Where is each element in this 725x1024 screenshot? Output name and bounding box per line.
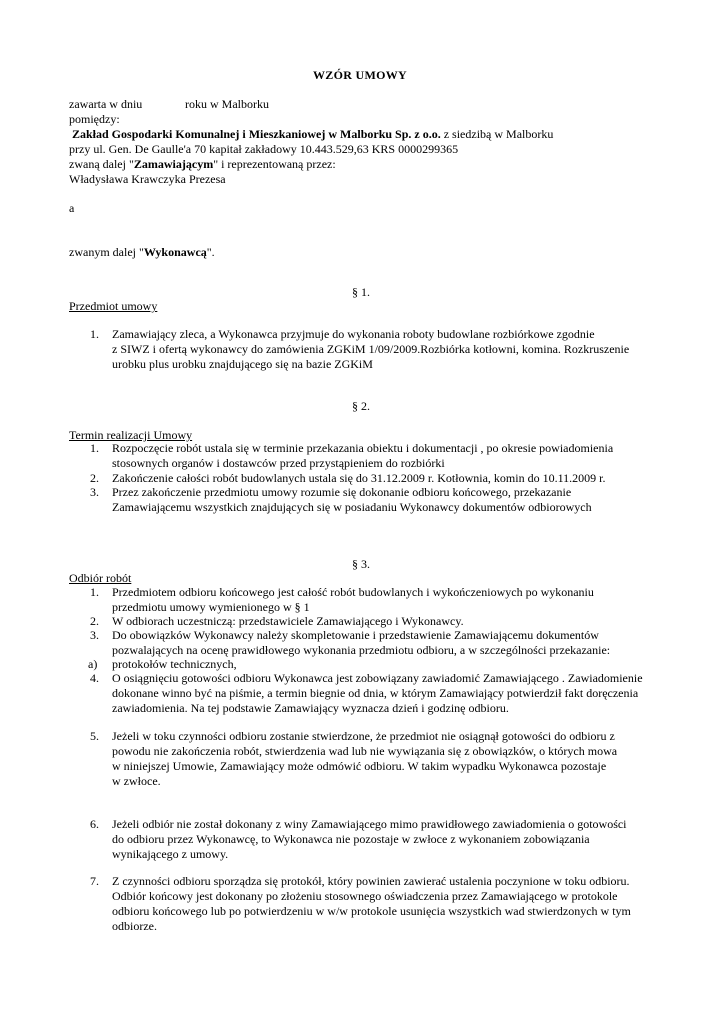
s2-item-number-3: 3. — [90, 485, 99, 499]
s2-item-1-line-2: stosownych organów i dostawców przed przystąpieniem do rozbiórki — [112, 456, 445, 470]
ordering-party-suffix: " i reprezentowaną przez: — [213, 157, 336, 171]
s1-item-number-1: 1. — [90, 327, 99, 341]
s3-item-number-5: 5. — [90, 729, 99, 743]
s3-item-6-line-1: Jeżeli odbiór nie został dokonany z winy Zamawiającego mimo prawidłowego zawiadomienia o gotowości — [112, 817, 627, 831]
ordering-party-term: Zamawiającym — [133, 157, 214, 171]
s3-item-2-line-1: W odbiorach uczestniczą: przedstawiciele Zamawiającego i Wykonawcy. — [112, 614, 464, 628]
s3-item-5-line-3: w niniejszej Umowie, Zamawiający może odmówić odbioru. W takim wypadku Wykonawca pozostaje — [112, 759, 607, 773]
s2-item-number-1: 1. — [90, 441, 99, 455]
section-1-sign: § 1. — [352, 285, 370, 299]
s2-item-3-line-1: Przez zakończenie przedmiotu umowy rozumie się dokonanie odbioru końcowego, przekazanie — [112, 485, 572, 499]
s2-item-1-line-1: Rozpoczęcie robót ustala się w terminie przekazania obiektu i dokumentacji , po okresie powiadomienia — [112, 441, 614, 455]
s3-item-1-line-2: przedmiotu umowy wymienionego w § 1 — [112, 600, 310, 614]
s3-item-number-7: 7. — [90, 874, 99, 888]
s3-item-number-6: 6. — [90, 817, 99, 831]
s3-item-number-4: 4. — [90, 671, 99, 685]
s3-item-7-line-1: Z czynności odbioru sporządza się protokół, który powinien zawierać ustalenia poczynione w toku odbioru. — [112, 874, 630, 888]
ordering-party-prefix: zwaną dalej " — [69, 157, 134, 171]
s2-item-2-line-1: Zakończenie całości robót budowlanych ustala się do 31.12.2009 r. Kotłownia, komin do 10.11.2009 r. — [112, 471, 606, 485]
section-1-heading: Przedmiot umowy — [69, 299, 158, 313]
s3-item-3-line-1: Do obowiązków Wykonawcy należy skompletowanie i przedstawienie Zamawiającemu dokumentów — [112, 628, 599, 642]
s3-item-7-line-3: odbioru końcowego lub po potwierdzeniu w w/w protokole usunięcia wszystkich wad stwierdzonych w tym — [112, 904, 631, 918]
intro-representative: Władysława Krawczyka Prezesa — [69, 172, 226, 186]
s3-item-5-line-2: powodu nie zakończenia robót, stwierdzenia wad lub nie wywiązania się z obowiązków, o których mowa — [112, 744, 618, 758]
s3-item-number-1: 1. — [90, 585, 99, 599]
s1-item-1-line-3: urobku plus urobku znajdującego się na bazie ZGKiM — [112, 357, 373, 371]
s3-item-letter-a: a) — [88, 657, 98, 671]
contractor-suffix: ". — [206, 245, 215, 259]
intro-party-company — [72, 127, 553, 142]
s1-item-1-line-2: z SIWZ i ofertą wykonawcy do zamówienia ZGKiM 1/09/2009.Rozbiórka kotłowni, komina. Rozkruszenie — [112, 342, 630, 356]
s3-item-number-2: 2. — [90, 614, 99, 628]
company-name: Zakład Gospodarki Komunalnej i Mieszkaniowej w Malborku Sp. z o.o. — [72, 127, 441, 141]
section-2-heading: Termin realizacji Umowy — [69, 428, 193, 442]
section-2-sign: § 2. — [352, 399, 370, 413]
s1-item-1-line-1: Zamawiający zleca, a Wykonawca przyjmuje do wykonania roboty budowlane rozbiórkowe zgodnie — [112, 327, 595, 341]
s3-item-number-3: 3. — [90, 628, 99, 642]
s3-item-4-line-1: O osiągnięciu gotowości odbioru Wykonawca jest zobowiązany zawiadomić Zamawiającego . Zawiadomienie — [112, 671, 643, 685]
s3-item-5-line-4: w zwłoce. — [112, 774, 161, 788]
s3-item-5-line-1: Jeżeli w toku czynności odbioru zostanie stwierdzone, że przedmiot nie osiągnął gotowości do odbioru z — [112, 729, 615, 743]
intro-and: a — [69, 201, 75, 215]
contractor-prefix: zwanym dalej " — [69, 245, 144, 259]
intro-date-label: zawarta w dniu — [69, 97, 143, 111]
document-title: WZÓR UMOWY — [313, 68, 407, 82]
s2-item-number-2: 2. — [90, 471, 99, 485]
s2-item-3-line-2: Zamawiającemu wszystkich znajdujących się w posiadaniu Wykonawcy dokumentów odbiorowych — [112, 500, 592, 514]
s3-item-7-line-4: odbiorze. — [112, 919, 157, 933]
contractor-term: Wykonawcą — [143, 245, 207, 259]
intro-contractor — [69, 245, 215, 260]
intro-place: roku w Malborku — [185, 97, 269, 111]
s3-item-3-line-2: pozwalających na ocenę prawidłowego wykonania przedmiotu odbioru, a w szczególności przekazanie: — [112, 643, 611, 657]
s3-item-a-line-1: protokołów technicznych, — [112, 657, 237, 671]
s3-item-7-line-2: Odbiór końcowy jest dokonany po złożeniu stosownego oświadczenia przez Zamawiającego w protokole — [112, 889, 618, 903]
intro-address: przy ul. Gen. De Gaulle'a 70 kapitał zakładowy 10.443.529,63 KRS 0000299365 — [69, 142, 459, 156]
s3-item-4-line-3: zawiadomienia. Na tej podstawie Zamawiający wyznacza dzień i godzinę odbioru. — [112, 701, 509, 715]
s3-item-6-line-2: do odbioru przez Wykonawcę, to Wykonawca nie pozostaje w zwłoce z wykonaniem zobowiązania — [112, 832, 590, 846]
section-3-sign: § 3. — [352, 557, 370, 571]
company-seat: z siedzibą w Malborku — [440, 127, 554, 141]
intro-ordering-party — [69, 157, 336, 172]
s3-item-6-line-3: wynikającego z umowy. — [112, 847, 229, 861]
s3-item-1-line-1: Przedmiotem odbioru końcowego jest całość robót budowlanych i wykończeniowych po wykonaniu — [112, 585, 594, 599]
section-3-heading: Odbiór robót — [69, 571, 132, 585]
s3-item-4-line-2: dokonane winno być na piśmie, a termin biegnie od dnia, w którym Zamawiający potwierdził fakt doręczenia — [112, 686, 639, 700]
intro-between: pomiędzy: — [69, 112, 120, 126]
